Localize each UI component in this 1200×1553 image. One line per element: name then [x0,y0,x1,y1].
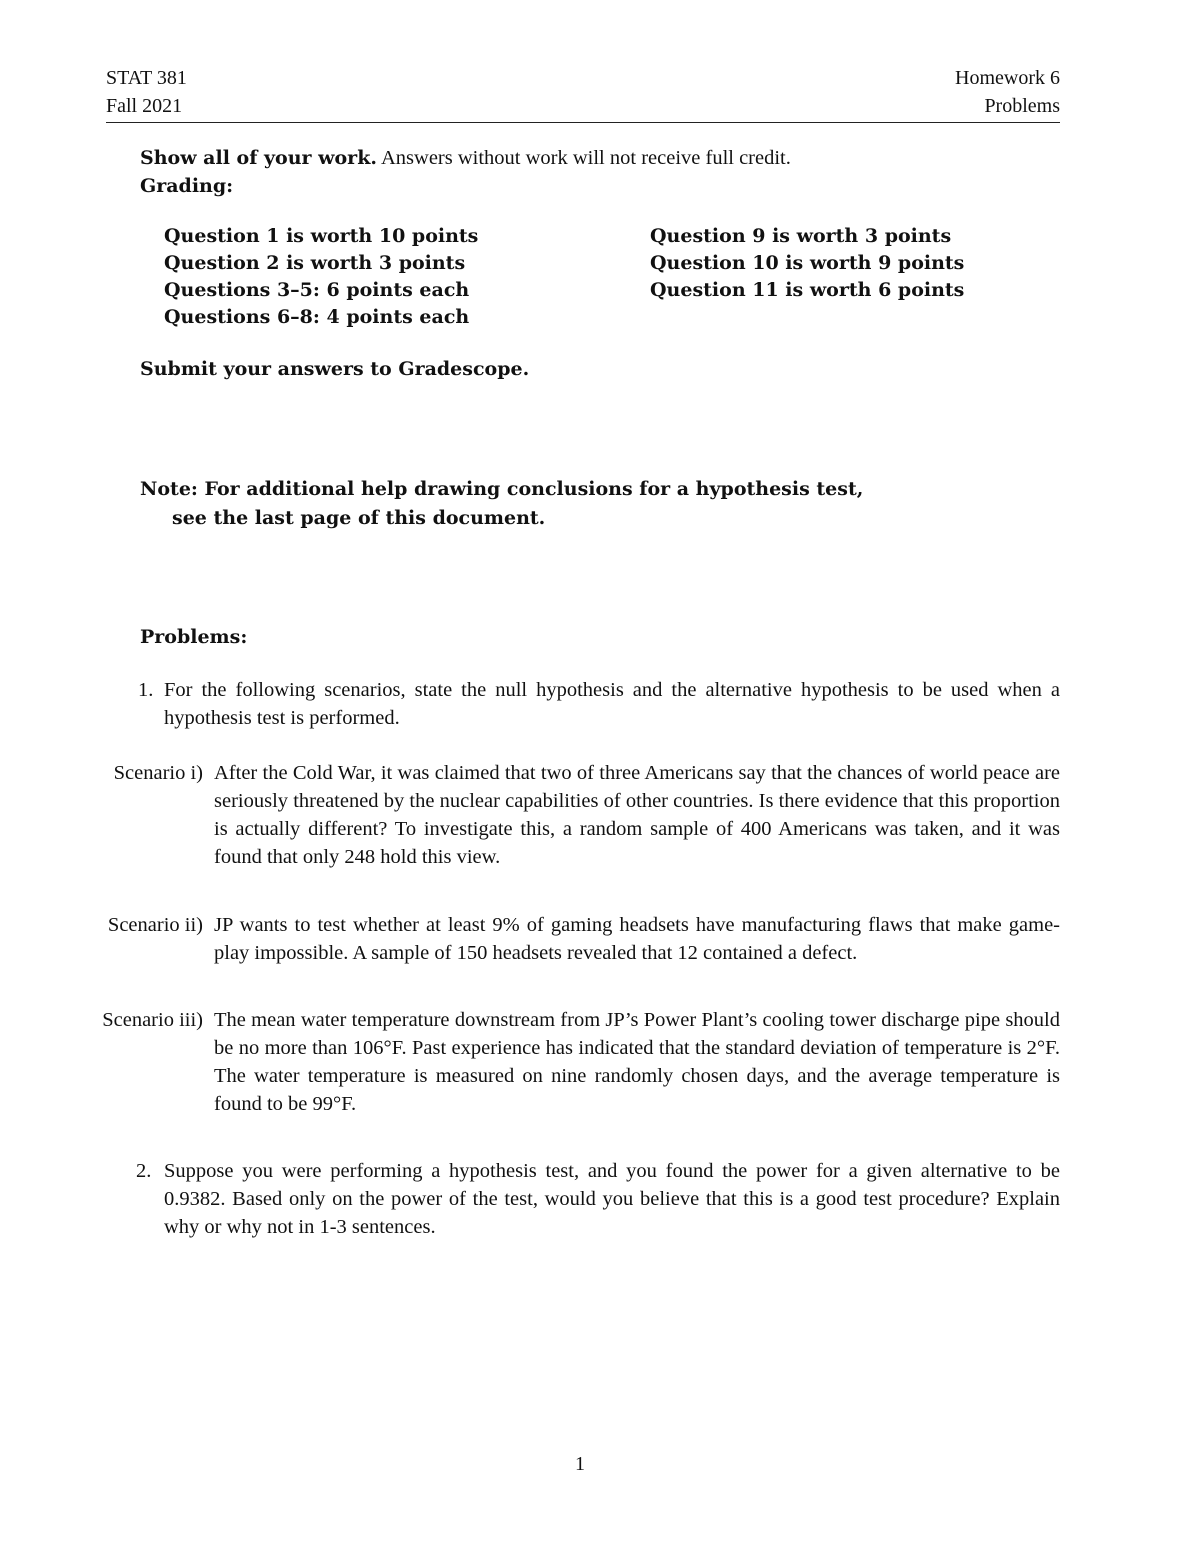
scenario-1-text: After the Cold War, it was claimed that two of three Americans say that the chances of world peace are seriously threatened by the nuclear capabilities of other countries. Is there evidence that this proportion is actually different? To investigate this, a random sample of 400 Americans was taken, and it was found that only 248 hold this view. [214,762,1060,868]
grading-right-column [650,223,964,304]
header-rule [106,122,1060,123]
grading-item: Question 2 is worth 3 points [164,252,466,274]
submit-instruction: Submit your answers to Gradescope. [140,358,530,380]
grading-item: Question 9 is worth 3 points [650,225,952,247]
scenario-2-text: JP wants to test whether at least 9% of gaming headsets have manufacturing flaws that make game-play impossible. A sample of 150 headsets revealed that 12 contained a defect. [214,914,1060,964]
assignment-title: Homework 6 [955,67,1060,89]
grading-label: Grading: [140,175,234,197]
grading-item: Question 10 is worth 9 points [650,252,965,274]
problem-2-text: Suppose you were performing a hypothesis test, and you found the power for a given alternative to be 0.9382. Based only on the power of the test, would you believe that this is a good test procedure? Explain why or why not in 1-3 sentences. [164,1160,1060,1238]
problems-heading: Problems: [140,626,248,648]
term: Fall 2021 [106,95,183,117]
note-line-2: see the last page of this document. [172,507,546,529]
scenario-3-label: Scenario iii) [102,1009,203,1031]
intro-line [140,144,791,172]
note-line-1: Note: For additional help drawing conclusions for a hypothesis test, [140,478,864,500]
note [140,475,863,533]
page-header-right [955,64,1060,120]
problem-2-number: 2. [136,1160,152,1182]
problem-1-number: 1. [138,679,154,701]
scenario-3-text: The mean water temperature downstream from JP’s Power Plant’s cooling tower discharge pipe should be no more than 106°F. Past experience has indicated that the standard deviation of temperature is 2°F. The water temperature is measured on nine randomly chosen days, and the average temperature is found to be 99°F. [214,1009,1060,1115]
scenario-2-label: Scenario ii) [107,914,203,936]
problem-1-text: For the following scenarios, state the null hypothesis and the alternative hypothesis to be used when a hypothesis test is performed. [164,679,1060,729]
grading-item: Question 11 is worth 6 points [650,279,965,301]
course-code: STAT 381 [106,67,187,89]
grading-item: Question 1 is worth 10 points [164,225,479,247]
grading-item: Questions 3–5: 6 points each [164,279,470,301]
page-number: 1 [575,1453,585,1475]
section-title: Problems [984,95,1060,117]
scenario-1-label: Scenario i) [113,762,203,784]
grading-item: Questions 6–8: 4 points each [164,306,470,328]
intro-lead: Show all of your work. [140,147,377,169]
page-header-left [106,64,187,120]
intro-rest: Answers without work will not receive full credit. [376,147,791,169]
grading-left-column [164,223,478,331]
